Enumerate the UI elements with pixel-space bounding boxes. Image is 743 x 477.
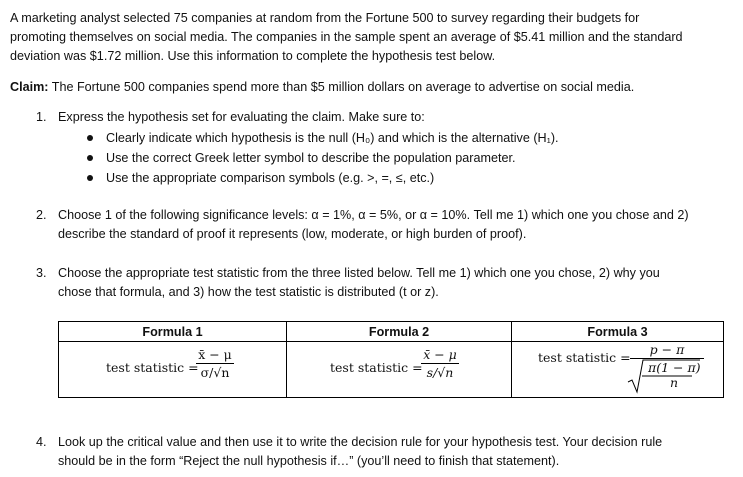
- intro-line-3: deviation was $1.72 million. Use this information to complete the hypothesis test below.: [10, 49, 496, 63]
- formula-1-header: Formula 1: [59, 322, 287, 342]
- question-1-text: Express the hypothesis set for evaluating the claim. Make sure to:: [58, 110, 425, 124]
- formula-2-denominator: s/√n: [426, 365, 454, 380]
- formula-1-denominator: σ/√n: [200, 365, 230, 380]
- bullet-icon: [87, 135, 93, 141]
- bullet-text: Use the correct Greek letter symbol to describe the population parameter.: [106, 151, 516, 165]
- question-4-line-2: should be in the form “Reject the null hypothesis if…” (you’ll need to finish that statement).: [58, 454, 560, 468]
- formula-3-header: Formula 3: [512, 322, 724, 342]
- question-1: [36, 108, 728, 127]
- formula-2-numerator: x̄ − μ: [423, 347, 457, 362]
- question-1-number: 1.: [36, 110, 47, 124]
- formula-1-label: test statistic =: [106, 360, 199, 375]
- intro-line-2: promoting themselves on social media. The companies in the sample spent an average of $5.41 million and the standard: [10, 30, 683, 44]
- bullet-text: Use the appropriate comparison symbols (e.g. >, =, ≤, etc.): [106, 171, 435, 185]
- bullet-item: [85, 128, 559, 148]
- question-3-line-1: Choose the appropriate test statistic from the three listed below. Tell me 1) which one you chose, 2) why you: [58, 266, 660, 280]
- question-3-line-2: chose that formula, and 3) how the test statistic is distributed (t or z).: [58, 285, 439, 299]
- formula-2-cell: [287, 342, 512, 398]
- question-1-bullets: [85, 128, 559, 188]
- formula-2-fraction: [421, 347, 459, 380]
- formula-table: [58, 321, 724, 398]
- fraction-bar: [196, 363, 234, 364]
- question-2: [36, 206, 728, 244]
- formula-3-label: test statistic =: [538, 350, 631, 365]
- bullet-icon: [87, 155, 93, 161]
- question-4: [36, 433, 728, 471]
- formula-2-label: test statistic =: [330, 360, 423, 375]
- formula-1-numerator: x̄ − μ: [198, 347, 232, 362]
- formula-2-header: Formula 2: [287, 322, 512, 342]
- claim-text: The Fortune 500 companies spend more than $5 million dollars on average to advertise on social media.: [48, 80, 635, 94]
- question-4-line-1: Look up the critical value and then use it to write the decision rule for your hypothesis test. Your decision rule: [58, 435, 663, 449]
- claim-label: Claim:: [10, 80, 49, 94]
- formula-3-root-denominator: n: [670, 375, 679, 390]
- fraction-bar: [421, 363, 459, 364]
- question-2-line-1: Choose 1 of the following significance levels: α = 1%, α = 5%, or α = 10%. Tell me 1) which one you chose and 2): [58, 208, 689, 222]
- claim-statement: [10, 78, 735, 97]
- question-3: [36, 264, 728, 302]
- bullet-text: Clearly indicate which hypothesis is the null (H₀) and which is the alternative (H₁).: [106, 131, 559, 145]
- intro-paragraph: [10, 9, 735, 66]
- bullet-icon: [87, 175, 93, 181]
- formula-3-cell: [512, 342, 724, 398]
- question-4-number: 4.: [36, 435, 47, 449]
- formula-3-numerator: p − π: [649, 342, 685, 357]
- formula-1-cell: [59, 342, 287, 398]
- question-3-number: 3.: [36, 266, 47, 280]
- formula-3-fraction: [630, 342, 704, 390]
- bullet-item: [85, 168, 559, 188]
- formula-3-root-numerator: π(1 − π): [648, 360, 701, 375]
- question-2-line-2: describe the standard of proof it represents (low, moderate, or high burden of proof).: [58, 227, 527, 241]
- intro-line-1: A marketing analyst selected 75 companies at random from the Fortune 500 to survey regarding their budgets for: [10, 11, 640, 25]
- formula-1-fraction: [196, 347, 234, 380]
- square-root-icon: [626, 358, 700, 394]
- bullet-item: [85, 148, 559, 168]
- question-2-number: 2.: [36, 208, 47, 222]
- formula-3-denominator: [630, 360, 704, 390]
